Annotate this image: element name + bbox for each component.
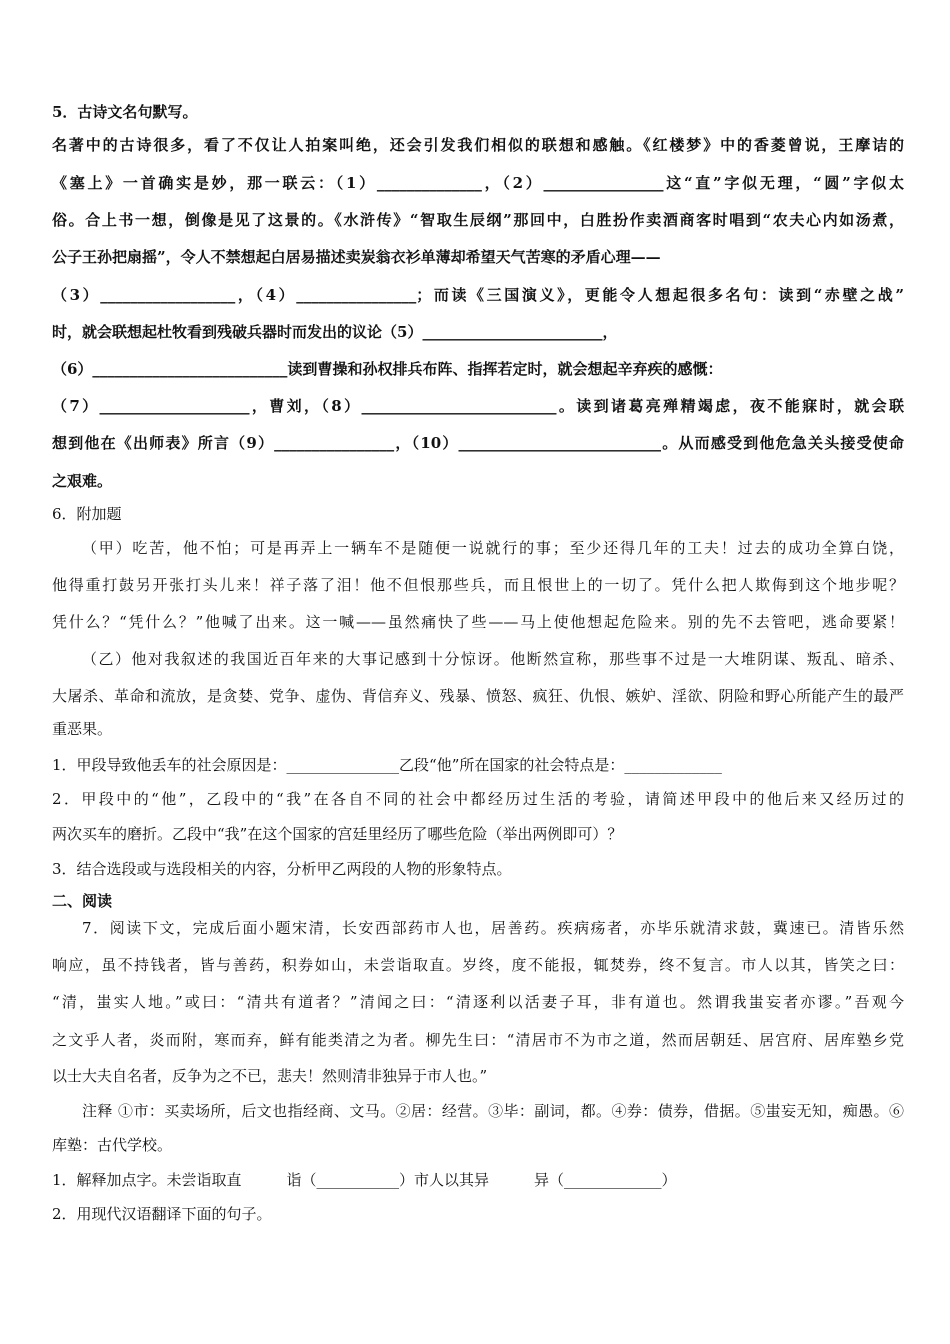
notes-line: 注释 ①市：买卖场所，后文也指经商、文马。②居：经营。③毕：副词，都。④券：债券，借据。⑤蚩妄无知，痴愚。⑥ (82, 1102, 904, 1120)
q7-question: 2．用现代汉语翻译下面的句子。 (52, 1205, 272, 1223)
passage-line: 凭什么？“凭什么？”他喊了出来。这一喊——虽然痛快了些——马上使他想起危险来。别的先不去管吧，逃命要紧！ (52, 613, 904, 631)
q5-line: （7）____________________，曹刘，（8）__________________________。读到诸葛亮殚精竭虑，夜不能寐时，就会联 (52, 397, 904, 415)
passage-line: （乙）他对我叙述的我国近百年来的大事记感到十分惊讶。他断然宣称，那些事不过是一大堆阴谋、叛乱、暗杀、 (82, 650, 904, 668)
q6-question: 两次买车的磨折。乙段中“我”在这个国家的宫廷里经历了哪些危险（举出两例即可）？ (52, 825, 623, 843)
q7-question: 1．解释加点字。未尝诣取直 诣（___________）市人以其异 异（_____________） (52, 1171, 677, 1189)
q5-line: 之艰难。 (52, 472, 113, 490)
q6-question: 1．甲段导致他丢车的社会原因是：_______________乙段“他”所在国家的社会特点是：_____________ (52, 756, 722, 774)
q5-line: 俗。合上书一想，倒像是见了这景的。《水浒传》“智取生辰纲”那回中，白胜扮作卖酒商客时唱到“农夫心内如汤煮， (52, 211, 904, 229)
passage-line: 响应，虽不持钱者，皆与善药，积券如山，未尝诣取直。岁终，度不能报，辄焚券，终不复言。市人以其，皆笑之曰： (52, 956, 904, 974)
q5-line: （3）__________________，（4）________________；而读《三国演义》，更能令人想起很多名句：读到“赤壁之战” (52, 286, 904, 304)
passage-line: 以士大夫自名者，反争为之不已，悲夫！然则清非独异于市人也。” (52, 1067, 488, 1085)
q5-line: 时，就会联想起杜牧看到残破兵器时而发出的议论（5）________________________， (52, 323, 618, 341)
passage-line: 重恶果。 (52, 720, 113, 738)
passage-line: 7．阅读下文，完成后面小题宋清，长安西部药市人也，居善药。疾病疡者，亦毕乐就清求鼓，冀速已。清皆乐然 (82, 919, 904, 937)
passage-line: （甲）吃苦，他不怕；可是再弄上一辆车不是随便一说就行的事；至少还得几年的工夫！过去的成功全算白饶， (82, 539, 904, 557)
q5-line: （6）__________________________读到曹操和孙权排兵布阵、指挥若定时，就会想起辛弃疾的感慨： (52, 360, 723, 378)
notes-line: 库塾：古代学校。 (52, 1136, 173, 1154)
q6-question: 2．甲段中的“他”，乙段中的“我”在各自不同的社会中都经历过生活的考验，请简述甲段中的他后来又经历过的 (52, 790, 904, 808)
q6-question: 3．结合选段或与选段相关的内容，分析甲乙两段的人物的形象特点。 (52, 860, 512, 878)
passage-line: 之文乎人者，炎而附，寒而弃，鲜有能类清之为者。柳先生曰：“清居市不为市之道，然而居朝廷、居宫府、居库塾乡党 (52, 1031, 904, 1049)
passage-line: 他得重打鼓另开张打头儿来！祥子落了泪！他不但恨那些兵，而且恨世上的一切了。凭什么把人欺侮到这个地步呢？ (52, 576, 904, 594)
q5-line: 《塞上》一首确实是妙，那一联云：（1）______________，（2）________________这“直”字似无理，“圆”字似太 (52, 174, 904, 192)
passage-line: “清，蚩实人地。”或曰：“清共有道者？”清闻之曰：“清逐利以活妻子耳，非有道也。然谓我蚩妄者亦谬。”吾观今 (52, 993, 904, 1011)
section-heading: 二、阅读 (52, 892, 113, 910)
q6-title: 6．附加题 (52, 505, 122, 523)
q5-title: 5．古诗文名句默写。 (52, 103, 198, 121)
passage-line: 大屠杀、革命和流放，是贪婪、党争、虚伪、背信弃义、残暴、愤怒、疯狂、仇恨、嫉妒、淫欲、阴险和野心所能产生的最严 (52, 687, 904, 705)
q5-line: 想到他在《出师表》所言（9）________________，（10）___________________________。从而感受到他危急关头接受使命 (52, 434, 904, 452)
q5-line: 名著中的古诗很多，看了不仅让人拍案叫绝，还会引发我们相似的联想和感触。《红楼梦》中的香菱曾说，王摩诘的 (52, 136, 904, 154)
q5-line: 公子王孙把扇摇”，令人不禁想起白居易描述卖炭翁衣衫单薄却希望天气苦寒的矛盾心理—— (52, 248, 661, 266)
